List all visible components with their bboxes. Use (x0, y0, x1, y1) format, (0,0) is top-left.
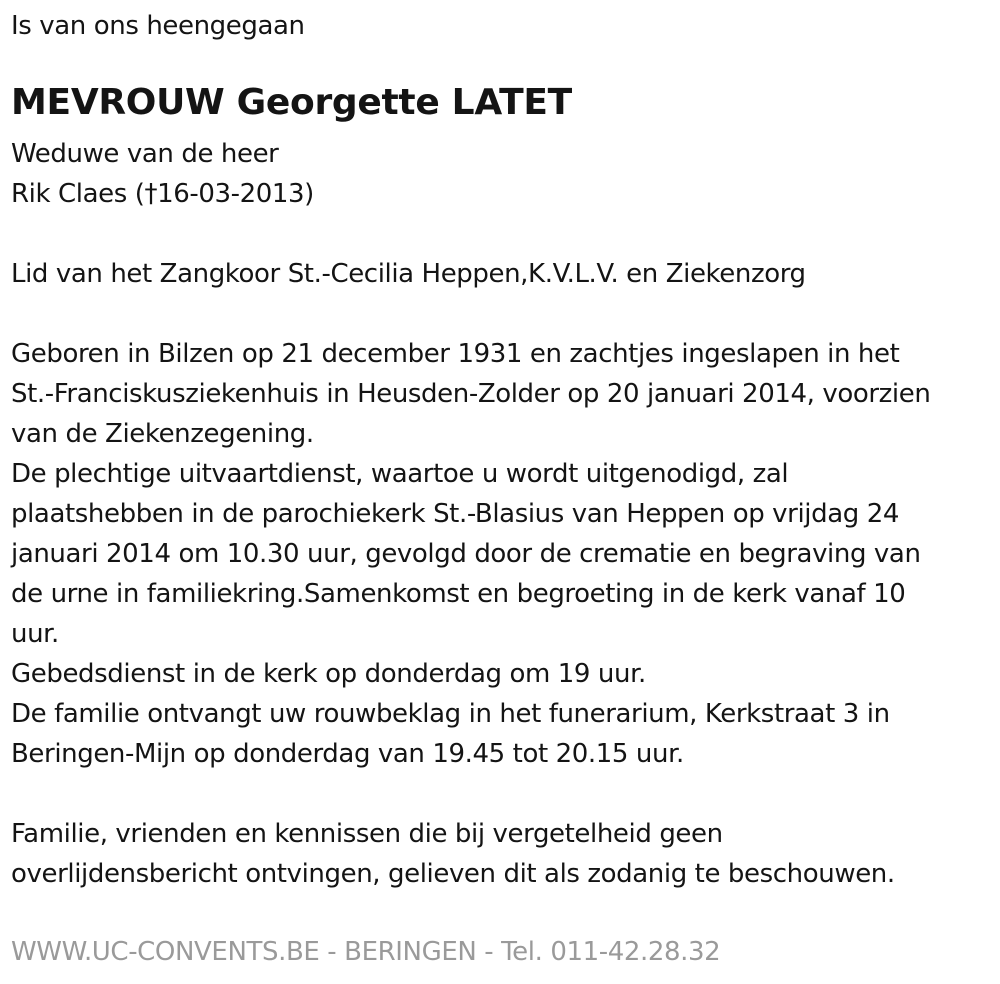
body-line: van de Ziekenzegening. (11, 419, 314, 449)
closing-block (11, 814, 895, 894)
body-line: Beringen-Mijn op donderdag van 19.45 tot 20.15 uur. (11, 739, 684, 769)
body-line: De familie ontvangt uw rouwbeklag in het funerarium, Kerkstraat 3 in (11, 699, 890, 729)
footer-contact: WWW.UC-CONVENTS.BE - BERINGEN - Tel. 011-42.28.32 (11, 937, 721, 967)
body-line: St.-Franciskusziekenhuis in Heusden-Zolder op 20 januari 2014, voorzien (11, 379, 931, 409)
body-line: de urne in familiekring.Samenkomst en begroeting in de kerk vanaf 10 (11, 579, 906, 609)
intro-text: Is van ons heengegaan (11, 11, 305, 41)
body-block (11, 334, 930, 774)
closing-line: Familie, vrienden en kennissen die bij vergetelheid geen (11, 819, 723, 849)
body-line: Geboren in Bilzen op 21 december 1931 en zachtjes ingeslapen in het (11, 339, 900, 369)
deceased-name: MEVROUW Georgette LATET (11, 82, 572, 123)
body-line: januari 2014 om 10.30 uur, gevolgd door de crematie en begraving van (11, 539, 921, 569)
widow-line: Weduwe van de heer (11, 139, 279, 169)
spouse-block (11, 134, 314, 214)
spouse-line: Rik Claes (†16-03-2013) (11, 179, 314, 209)
body-line: Gebedsdienst in de kerk op donderdag om 19 uur. (11, 659, 646, 689)
membership-block (11, 254, 806, 294)
closing-line: overlijdensbericht ontvingen, gelieven dit als zodanig te beschouwen. (11, 859, 895, 889)
body-line: De plechtige uitvaartdienst, waartoe u wordt uitgenodigd, zal (11, 459, 789, 489)
body-line: plaatshebben in de parochiekerk St.-Blasius van Heppen op vrijdag 24 (11, 499, 899, 529)
membership-line: Lid van het Zangkoor St.-Cecilia Heppen,K.V.L.V. en Ziekenzorg (11, 259, 806, 289)
body-line: uur. (11, 619, 59, 649)
